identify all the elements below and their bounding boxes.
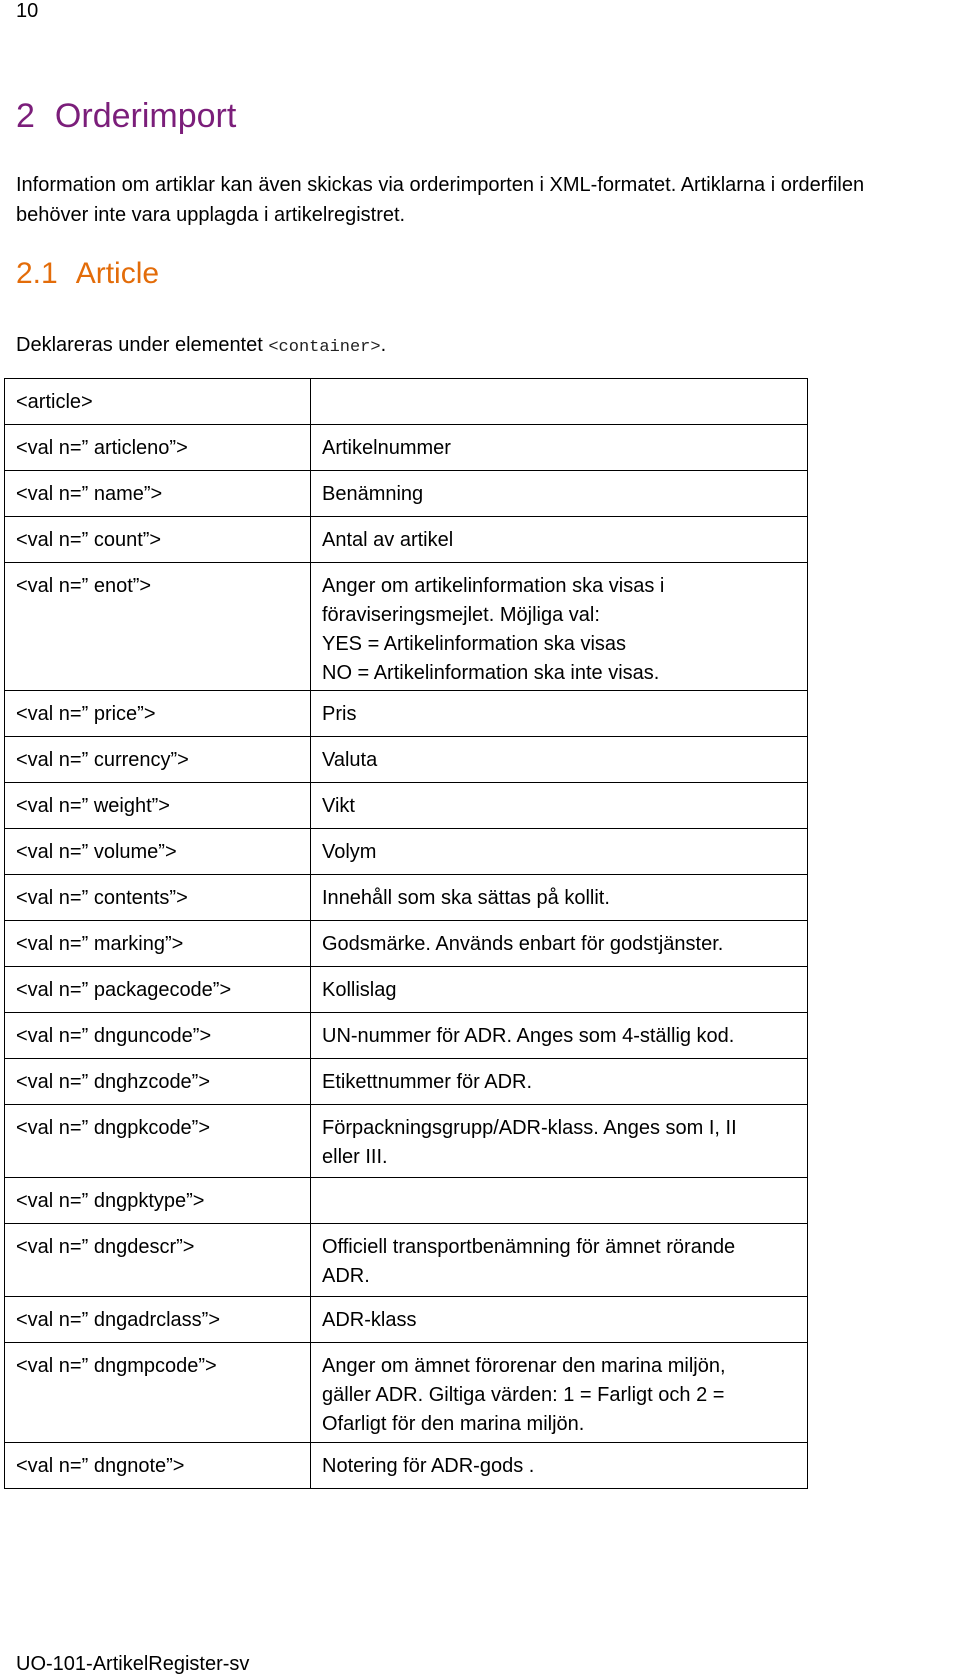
element-name-cell: <val n=” dngdescr”> [5,1224,311,1297]
description-line [322,1187,807,1216]
declaration-prefix: Deklareras under elementet [16,334,269,356]
description-cell [311,1105,808,1178]
intro-line: behöver inte vara upplagda i artikelregistret. [16,204,406,226]
table-row [5,1443,808,1489]
description-line: NO = Artikelinformation ska inte visas. [322,662,660,684]
description-line: föraviseringsmejlet. Möjliga val: [322,604,600,626]
table-row [5,563,808,691]
table-row [5,379,808,425]
description-line: Antal av artikel [322,529,454,551]
description-cell [311,471,808,517]
element-name-cell: <article> [5,379,311,425]
article-spec-table-body [5,379,808,1489]
table-row [5,829,808,875]
subsection-title: Article [75,257,160,290]
container-element-code: <container> [268,338,381,357]
element-name-cell: <val n=” price”> [5,691,311,737]
element-name-cell: <val n=” dngmpcode”> [5,1343,311,1443]
intro-line: Information om artiklar kan även skickas via orderimporten i XML-formatet. Artiklarna i orderfilen [16,174,865,196]
element-name-cell: <val n=” currency”> [5,737,311,783]
description-line: UN-nummer för ADR. Anges som 4-ställig kod. [322,1025,735,1047]
description-line: Förpackningsgrupp/ADR-klass. Anges som I, II [322,1117,737,1139]
page-number: 10 [16,0,39,22]
element-name-cell: <val n=” packagecode”> [5,967,311,1013]
description-cell [311,425,808,471]
table-row [5,1178,808,1224]
description-line: Artikelnummer [322,437,451,459]
description-cell [311,1443,808,1489]
element-name-cell: <val n=” weight”> [5,783,311,829]
table-row [5,783,808,829]
description-line: Volym [322,841,377,863]
element-name-cell: <val n=” marking”> [5,921,311,967]
description-line: ADR-klass [322,1309,417,1331]
intro-paragraph [16,170,960,230]
description-line: Officiell transportbenämning för ämnet rörande [322,1236,736,1258]
table-row [5,921,808,967]
description-line: Anger om ämnet förorenar den marina miljön, [322,1355,726,1377]
description-line: ADR. [322,1265,370,1287]
declaration-suffix: . [380,334,387,356]
description-cell [311,921,808,967]
description-cell [311,1343,808,1443]
element-name-cell: <val n=” contents”> [5,875,311,921]
description-line: Vikt [322,795,355,817]
section-heading [16,96,236,136]
section-number: 2 [16,97,35,135]
element-name-cell: <val n=” articleno”> [5,425,311,471]
element-name-cell: <val n=” enot”> [5,563,311,691]
description-line: Etikettnummer för ADR. [322,1071,533,1093]
description-cell [311,1013,808,1059]
table-row [5,1013,808,1059]
description-cell [311,1178,808,1224]
description-cell [311,737,808,783]
section-title: Orderimport [54,97,237,135]
article-spec-table [4,378,808,1489]
description-line: Pris [322,703,357,725]
description-line: Innehåll som ska sättas på kollit. [322,887,610,909]
description-line: Kollislag [322,979,397,1001]
element-name-cell: <val n=” dnghzcode”> [5,1059,311,1105]
table-row [5,1343,808,1443]
element-name-cell: <val n=” dnguncode”> [5,1013,311,1059]
description-cell [311,1059,808,1105]
table-row [5,517,808,563]
element-name-cell: <val n=” name”> [5,471,311,517]
table-row [5,1297,808,1343]
description-cell [311,1297,808,1343]
table-row [5,737,808,783]
description-cell [311,691,808,737]
element-name-cell: <val n=” dngpkcode”> [5,1105,311,1178]
table-row [5,1105,808,1178]
description-line: YES = Artikelinformation ska visas [322,633,627,655]
table-row [5,875,808,921]
description-line: Valuta [322,749,378,771]
table-row [5,471,808,517]
description-line: gäller ADR. Giltiga värden: 1 = Farligt och 2 = [322,1384,725,1406]
subsection-number: 2.1 [16,257,58,290]
table-row [5,425,808,471]
description-cell [311,829,808,875]
declaration-text [16,330,386,363]
description-line: eller III. [322,1146,388,1168]
description-cell [311,1224,808,1297]
description-line: Ofarligt för den marina miljön. [322,1413,585,1435]
document-footer: UO-101-ArtikelRegister-sv [16,1653,250,1675]
subsection-heading [16,256,159,292]
description-cell [311,379,808,425]
table-row [5,1224,808,1297]
description-cell [311,875,808,921]
table-row [5,1059,808,1105]
description-cell [311,783,808,829]
description-line: Benämning [322,483,424,505]
description-line [322,388,807,417]
element-name-cell: <val n=” dngnote”> [5,1443,311,1489]
description-cell [311,563,808,691]
element-name-cell: <val n=” count”> [5,517,311,563]
table-row [5,691,808,737]
description-cell [311,967,808,1013]
description-line: Godsmärke. Används enbart för godstjänster. [322,933,724,955]
description-cell [311,517,808,563]
description-line: Anger om artikelinformation ska visas i [322,575,665,597]
element-name-cell: <val n=” dngadrclass”> [5,1297,311,1343]
description-line: Notering för ADR-gods . [322,1455,535,1477]
element-name-cell: <val n=” dngpktype”> [5,1178,311,1224]
table-row [5,967,808,1013]
element-name-cell: <val n=” volume”> [5,829,311,875]
